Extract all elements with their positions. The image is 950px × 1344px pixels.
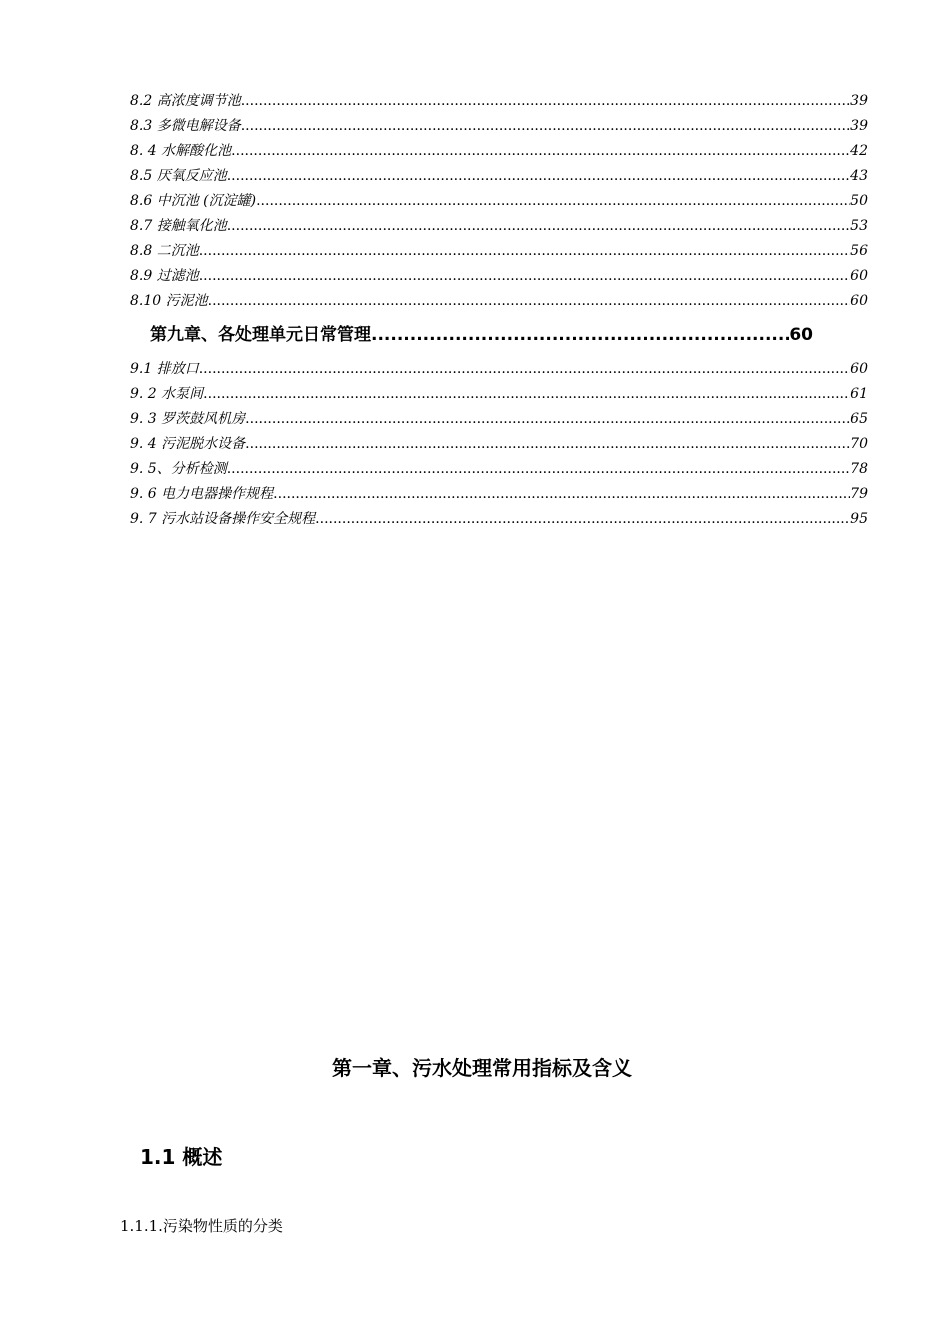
toc-dot-leader [256,192,850,210]
toc-dot-leader [227,460,850,478]
toc-entry-page: 65 [850,411,868,427]
toc-entry-title: 8. 4 水解酸化池 [130,143,232,159]
toc-dot-leader [227,217,850,235]
toc-chapter-title: 第九章、各处理单元日常管理 [150,325,371,345]
toc-dot-leader [273,485,850,503]
toc-chapter-page: 60 [789,325,813,345]
toc-entry-9-6[interactable] [130,481,868,503]
toc-entry-page: 39 [850,93,868,109]
toc-entry-8-2[interactable] [130,88,868,110]
toc-entry-title: 8.8 二沉池 [130,243,199,259]
toc-entry-title: 9. 7 污水站设备操作安全规程 [130,511,316,527]
toc-chapter-9[interactable] [150,320,813,346]
toc-entry-page: 43 [850,168,868,184]
toc-entry-page: 95 [850,511,868,527]
toc-dot-leader [199,267,850,285]
toc-entry-9-2[interactable] [130,381,868,403]
toc-entry-9-1[interactable] [130,356,868,378]
toc-entry-8-6[interactable] [130,188,868,210]
toc-dot-leader [245,435,850,453]
toc-dot-leader [199,360,850,378]
toc-entry-page: 60 [850,293,868,309]
toc-entry-title: 8.6 中沉池 (沉淀罐) [130,193,257,209]
toc-entry-page: 60 [850,268,868,284]
toc-entry-title: 8.10 污泥池 [130,293,208,309]
toc-entry-title: 9. 2 水泵间 [130,386,204,402]
toc-entry-page: 53 [850,218,868,234]
toc-entry-title: 8.5 厌氧反应池 [130,168,227,184]
toc-entry-page: 60 [850,361,868,377]
toc-dot-leader [227,167,850,185]
toc-dot-leader [241,92,850,110]
toc-entry-title: 8.2 高浓度调节池 [130,93,241,109]
toc-entry-9-7[interactable] [130,506,868,528]
toc-entry-9-4[interactable] [130,431,868,453]
toc-entry-8-9[interactable] [130,263,868,285]
toc-dot-leader [203,385,850,403]
toc-entry-8-7[interactable] [130,213,868,235]
toc-entry-page: 79 [850,486,868,502]
toc-entry-page: 78 [850,461,868,477]
toc-entry-page: 50 [850,193,868,209]
toc-entry-page: 70 [850,436,868,452]
toc-entry-8-8[interactable] [130,238,868,260]
toc-entry-8-4[interactable] [130,138,868,160]
toc-entry-title: 8.7 接触氧化池 [130,218,227,234]
toc-dot-leader [241,117,850,135]
toc-entry-title: 9.1 排放口 [130,361,199,377]
section-heading: 1.1 概述 [140,1145,223,1169]
toc-dot-leader [315,510,850,528]
toc-entry-8-10[interactable] [130,288,868,310]
toc-entry-8-3[interactable] [130,113,868,135]
toc-entry-9-3[interactable] [130,406,868,428]
toc-entry-title: 9. 3 罗茨鼓风机房 [130,411,246,427]
chapter-heading: 第一章、污水处理常用指标及含义 [332,1056,632,1080]
toc-entry-page: 61 [850,386,868,402]
toc-entry-title: 9. 6 电力电器操作规程 [130,486,274,502]
toc-entry-8-5[interactable] [130,163,868,185]
subsection-heading: 1.1.1.污染物性质的分类 [120,1217,283,1235]
toc-entry-title: 8.9 过滤池 [130,268,199,284]
toc-entry-page: 39 [850,118,868,134]
toc-dot-leader [231,142,850,160]
toc-entry-title: 8.3 多微电解设备 [130,118,241,134]
toc-entry-9-5[interactable] [130,456,868,478]
toc-entry-title: 9. 5、分析检测 [130,461,227,477]
toc-dot-leader [208,292,851,310]
toc-dot-leader [371,324,789,346]
toc-dot-leader [245,410,850,428]
toc-entry-title: 9. 4 污泥脱水设备 [130,436,246,452]
toc-entry-page: 42 [850,143,868,159]
toc-entry-page: 56 [850,243,868,259]
toc-dot-leader [199,242,850,260]
